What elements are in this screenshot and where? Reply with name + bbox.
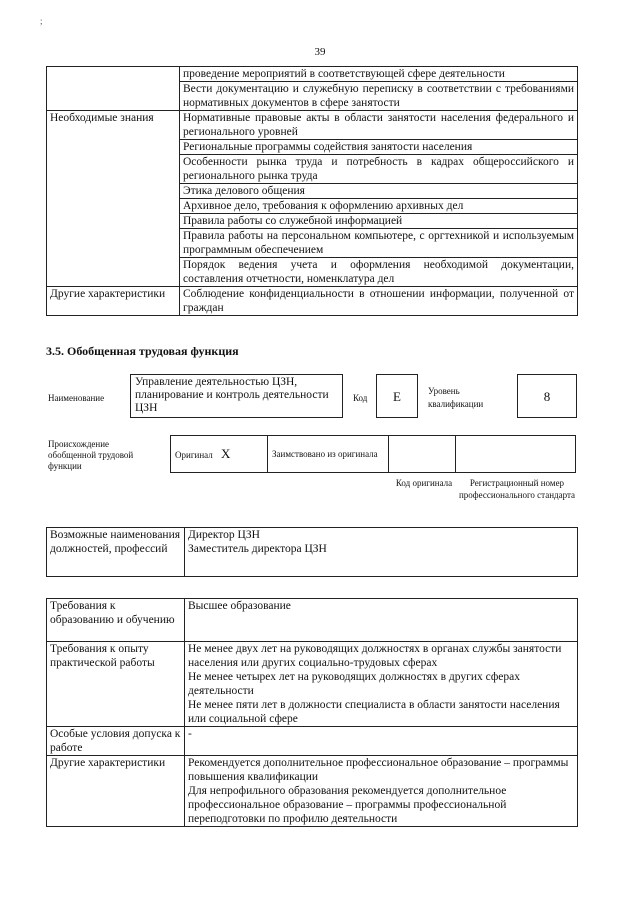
page-number: 39 bbox=[314, 46, 326, 58]
table-cell: Этика делового общения bbox=[180, 184, 578, 199]
table-cell: Нормативные правовые акты в области занятости населения федерального и регионального уровней bbox=[180, 111, 578, 140]
origin-original-cell bbox=[171, 436, 268, 473]
requirement-line: Для непрофильного образования рекомендуется дополнительное профессиональное образование – программы профессиональной переподготовки по профилю деятельности bbox=[188, 785, 507, 825]
table-cell bbox=[185, 599, 578, 642]
requirement-line: Не менее пяти лет в должности специалиста в области занятости населения или социальной сфере bbox=[188, 699, 560, 725]
row-label bbox=[47, 67, 180, 111]
level-value: 8 bbox=[517, 374, 577, 418]
table-row bbox=[47, 727, 578, 756]
table-cell: Правила работы со служебной информацией bbox=[180, 214, 578, 229]
requirements-table bbox=[46, 598, 578, 827]
row-label: Особые условия допуска к работе bbox=[47, 727, 185, 756]
requirement-line: Высшее образование bbox=[188, 600, 291, 612]
table-row bbox=[47, 642, 578, 727]
table-cell: проведение мероприятий в соответствующей сфере деятельности bbox=[180, 67, 578, 82]
origin-reg-cell bbox=[456, 436, 576, 473]
row-label: Возможные наименования должностей, профессий bbox=[47, 528, 185, 577]
table-row bbox=[47, 528, 578, 577]
origin-original-label: Оригинал bbox=[175, 450, 213, 460]
table-row bbox=[47, 756, 578, 827]
name-value: Управление деятельностью ЦЗН, планирование и контроль деятельности ЦЗН bbox=[130, 374, 343, 418]
origin-borrowed-cell: Заимствовано из оригинала bbox=[268, 436, 389, 473]
table-row bbox=[47, 111, 578, 140]
origin-code-cell bbox=[389, 436, 456, 473]
table-cell bbox=[185, 528, 578, 577]
code-label: Код bbox=[353, 393, 368, 403]
name-label: Наименование bbox=[48, 393, 105, 403]
table-cell: Правила работы на персональном компьютере, с оргтехникой и используемым программным обеспечением bbox=[180, 229, 578, 258]
row-label: Другие характеристики bbox=[47, 287, 180, 316]
section-heading: 3.5. Обобщенная трудовая функция bbox=[46, 344, 239, 358]
table-cell bbox=[185, 756, 578, 827]
position-item: Заместитель директора ЦЗН bbox=[188, 543, 327, 555]
table-row bbox=[47, 599, 578, 642]
position-item: Директор ЦЗН bbox=[188, 529, 260, 541]
row-label: Необходимые знания bbox=[47, 111, 180, 287]
table-row bbox=[47, 287, 578, 316]
row-label: Другие характеристики bbox=[47, 756, 185, 827]
row-label: Требования к образованию и обучению bbox=[47, 599, 185, 642]
table-row bbox=[47, 67, 578, 82]
table-cell: Вести документацию и служебную переписку в соответствии с требованиями нормативных документов в сфере занятости bbox=[180, 82, 578, 111]
row-label: Требования к опыту практической работы bbox=[47, 642, 185, 727]
corner-mark: ; bbox=[40, 16, 43, 26]
table-cell: Особенности рынка труда и потребность в кадрах общероссийского и регионального рынка труда bbox=[180, 155, 578, 184]
level-label: Уровень квалификации bbox=[428, 386, 484, 409]
origin-label: Происхождение обобщенной трудовой функции bbox=[48, 439, 134, 471]
table-cell: Региональные программы содействия занятости населения bbox=[180, 140, 578, 155]
competencies-table bbox=[46, 66, 578, 316]
table-cell: Архивное дело, требования к оформлению архивных дел bbox=[180, 199, 578, 214]
table-row bbox=[171, 436, 576, 473]
origin-table bbox=[170, 435, 576, 473]
caption-code: Код оригинала bbox=[395, 478, 453, 488]
table-cell bbox=[185, 727, 578, 756]
requirement-line: Не менее двух лет на руководящих должностях в органах службы занятости населения или других социально-трудовых сферах bbox=[188, 643, 562, 669]
table-cell bbox=[185, 642, 578, 727]
origin-original-mark: X bbox=[220, 446, 231, 461]
table-cell: Порядок ведения учета и оформления необходимой документации, составления отчетности, номенклатура дел bbox=[180, 258, 578, 287]
table-cell: Соблюдение конфиденциальности в отношении информации, полученной от граждан bbox=[180, 287, 578, 316]
requirement-line: Не менее четырех лет на руководящих должностях в других сферах деятельности bbox=[188, 671, 521, 697]
positions-table bbox=[46, 527, 578, 577]
requirement-line: - bbox=[188, 728, 192, 740]
caption-reg: Регистрационный номер профессионального стандарта bbox=[458, 478, 576, 500]
code-value: E bbox=[376, 374, 418, 418]
requirement-line: Рекомендуется дополнительное профессиональное образование – программы повышения квалификации bbox=[188, 757, 569, 783]
